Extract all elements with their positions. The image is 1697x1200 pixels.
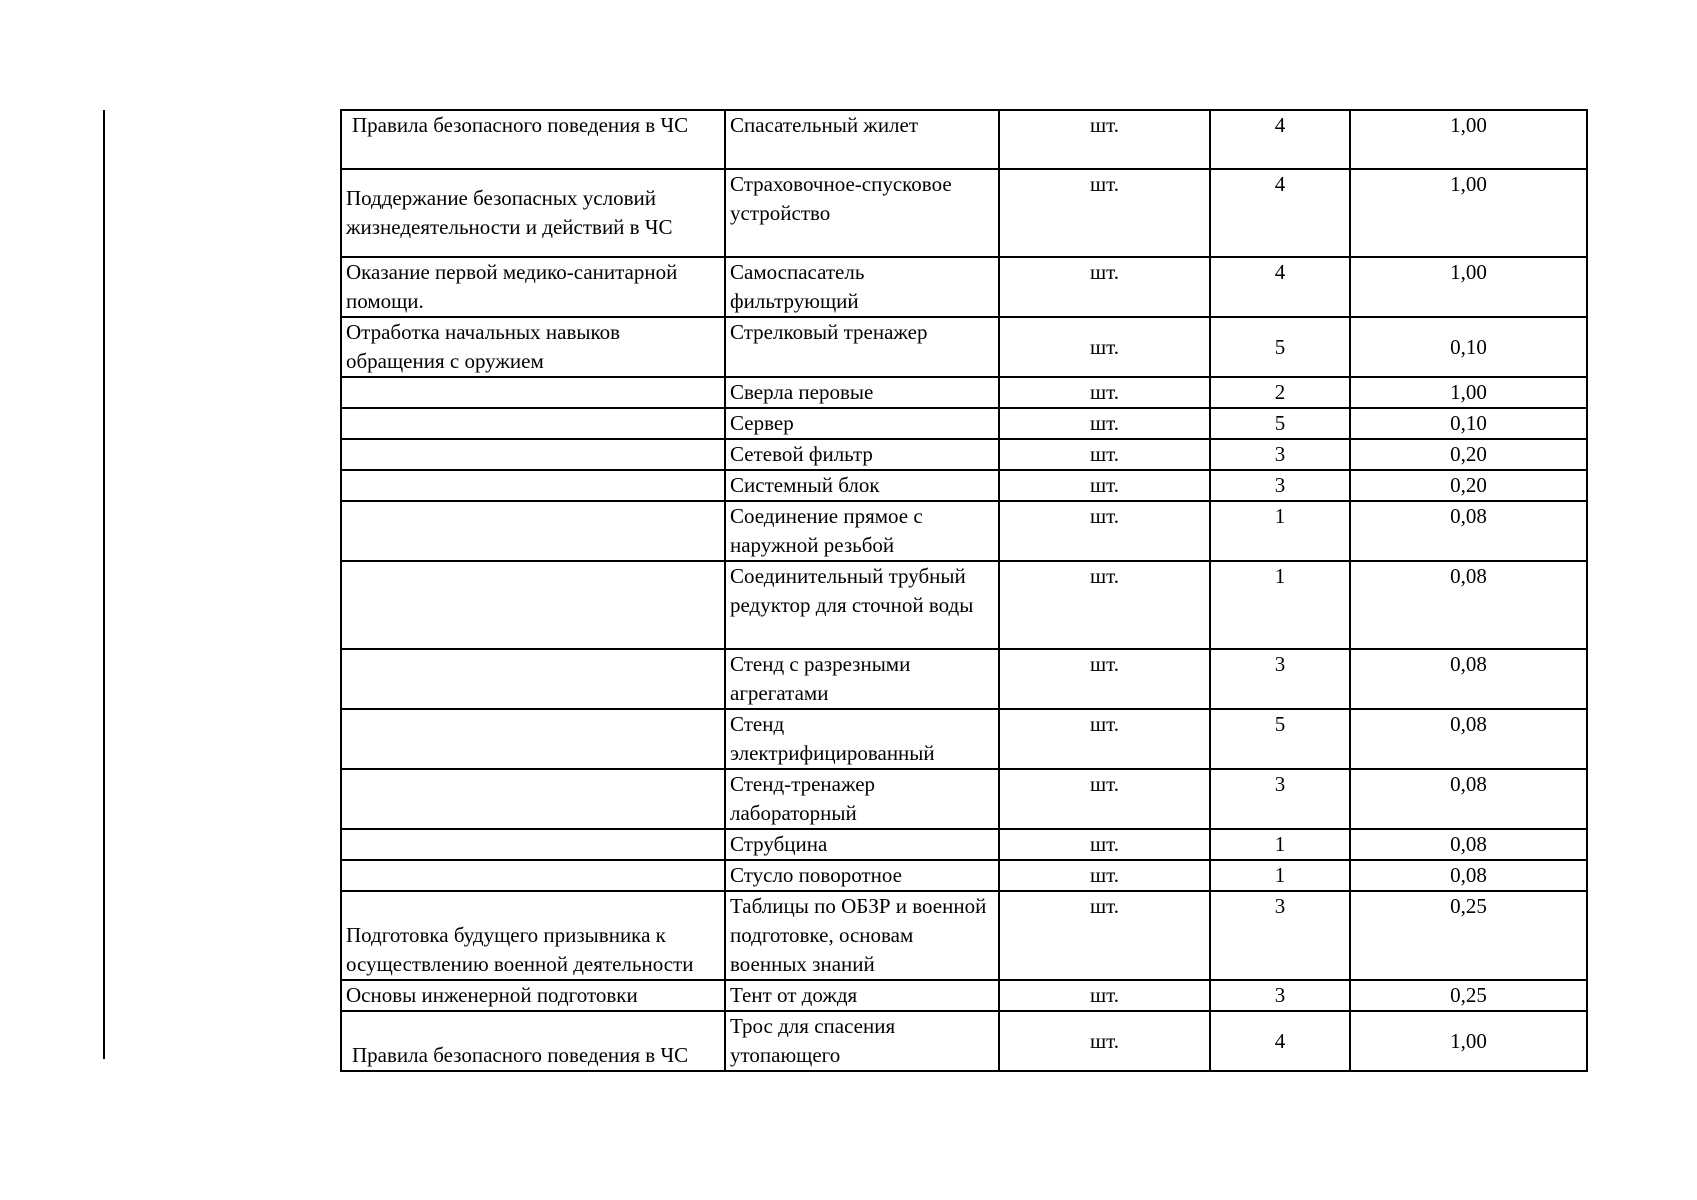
unit-cell: шт.: [999, 980, 1210, 1011]
coef-cell: 1,00: [1350, 257, 1587, 317]
table-row: [341, 860, 1587, 891]
topic-cell: [341, 709, 725, 769]
qty-cell: 2: [1210, 377, 1350, 408]
qty-cell: 1: [1210, 561, 1350, 649]
qty-cell: 5: [1210, 709, 1350, 769]
item-cell: Трос для спасения утопающего: [725, 1011, 999, 1071]
item-cell: Стрелковый тренажер: [725, 317, 999, 377]
topic-cell: [341, 649, 725, 709]
table-row: [341, 769, 1587, 829]
unit-cell: шт.: [999, 439, 1210, 470]
table-row: [341, 649, 1587, 709]
unit-cell: шт.: [999, 1011, 1210, 1071]
unit-cell: шт.: [999, 317, 1210, 377]
item-cell: Соединение прямое с наружной резьбой: [725, 501, 999, 561]
table-row: [341, 501, 1587, 561]
topic-cell: [341, 439, 725, 470]
item-cell: Стенд электрифицированный: [725, 709, 999, 769]
table-row: [341, 408, 1587, 439]
coef-cell: 0,08: [1350, 561, 1587, 649]
equipment-table: [340, 109, 1588, 1072]
qty-cell: 3: [1210, 649, 1350, 709]
coef-cell: 1,00: [1350, 377, 1587, 408]
topic-cell: Правила безопасного поведения в ЧС: [341, 1011, 725, 1071]
qty-cell: 4: [1210, 169, 1350, 257]
item-cell: Спасательный жилет: [725, 110, 999, 169]
topic-cell: [341, 829, 725, 860]
qty-cell: 4: [1210, 110, 1350, 169]
unit-cell: шт.: [999, 470, 1210, 501]
qty-cell: 3: [1210, 980, 1350, 1011]
qty-cell: 4: [1210, 257, 1350, 317]
table-row: [341, 110, 1587, 169]
item-cell: Соединительный трубный редуктор для сточной воды: [725, 561, 999, 649]
item-cell: Сервер: [725, 408, 999, 439]
item-cell: Страховочное-спусковое устройство: [725, 169, 999, 257]
topic-cell: Поддержание безопасных условий жизнедеятельности и действий в ЧС: [341, 169, 725, 257]
table-row: [341, 439, 1587, 470]
topic-cell: Основы инженерной подготовки: [341, 980, 725, 1011]
coef-cell: 0,10: [1350, 408, 1587, 439]
qty-cell: 3: [1210, 769, 1350, 829]
unit-cell: шт.: [999, 860, 1210, 891]
item-cell: Стусло поворотное: [725, 860, 999, 891]
table-row: [341, 829, 1587, 860]
item-cell: Таблицы по ОБЗР и военной подготовке, основам военных знаний: [725, 891, 999, 980]
qty-cell: 3: [1210, 891, 1350, 980]
coef-cell: 0,25: [1350, 891, 1587, 980]
coef-cell: 0,08: [1350, 501, 1587, 561]
unit-cell: шт.: [999, 829, 1210, 860]
item-cell: Сетевой фильтр: [725, 439, 999, 470]
qty-cell: 5: [1210, 317, 1350, 377]
table-row: [341, 891, 1587, 980]
topic-cell: [341, 561, 725, 649]
qty-cell: 1: [1210, 501, 1350, 561]
topic-cell: [341, 470, 725, 501]
table-row: [341, 709, 1587, 769]
table-row: [341, 561, 1587, 649]
table-row: [341, 377, 1587, 408]
topic-cell: [341, 501, 725, 561]
coef-cell: 0,08: [1350, 709, 1587, 769]
qty-cell: 3: [1210, 470, 1350, 501]
coef-cell: 0,20: [1350, 470, 1587, 501]
item-cell: Стенд с разрезными агрегатами: [725, 649, 999, 709]
topic-cell: Правила безопасного поведения в ЧС: [341, 110, 725, 169]
coef-cell: 1,00: [1350, 110, 1587, 169]
topic-cell: [341, 408, 725, 439]
table-row: [341, 1011, 1587, 1071]
topic-cell: Оказание первой медико-санитарной помощи.: [341, 257, 725, 317]
unit-cell: шт.: [999, 891, 1210, 980]
table-row: [341, 980, 1587, 1011]
topic-cell: Подготовка будущего призывника к осуществлению военной деятельности: [341, 891, 725, 980]
coef-cell: 0,20: [1350, 439, 1587, 470]
unit-cell: шт.: [999, 709, 1210, 769]
item-cell: Самоспасатель фильтрующий: [725, 257, 999, 317]
coef-cell: 0,08: [1350, 860, 1587, 891]
item-cell: Тент от дождя: [725, 980, 999, 1011]
coef-cell: 0,08: [1350, 769, 1587, 829]
unit-cell: шт.: [999, 408, 1210, 439]
unit-cell: шт.: [999, 649, 1210, 709]
topic-cell: [341, 377, 725, 408]
topic-cell: Отработка начальных навыков обращения с оружием: [341, 317, 725, 377]
qty-cell: 1: [1210, 829, 1350, 860]
topic-cell: [341, 860, 725, 891]
unit-cell: шт.: [999, 110, 1210, 169]
qty-cell: 3: [1210, 439, 1350, 470]
coef-cell: 1,00: [1350, 1011, 1587, 1071]
table-row: [341, 169, 1587, 257]
page-margin-line: [103, 110, 105, 1059]
qty-cell: 1: [1210, 860, 1350, 891]
coef-cell: 0,08: [1350, 829, 1587, 860]
coef-cell: 0,25: [1350, 980, 1587, 1011]
table-row: [341, 470, 1587, 501]
table-row: [341, 317, 1587, 377]
unit-cell: шт.: [999, 561, 1210, 649]
topic-cell: [341, 769, 725, 829]
unit-cell: шт.: [999, 257, 1210, 317]
item-cell: Сверла перовые: [725, 377, 999, 408]
unit-cell: шт.: [999, 169, 1210, 257]
qty-cell: 4: [1210, 1011, 1350, 1071]
unit-cell: шт.: [999, 769, 1210, 829]
unit-cell: шт.: [999, 377, 1210, 408]
table-row: [341, 257, 1587, 317]
item-cell: Стенд-тренажер лабораторный: [725, 769, 999, 829]
coef-cell: 1,00: [1350, 169, 1587, 257]
qty-cell: 5: [1210, 408, 1350, 439]
coef-cell: 0,10: [1350, 317, 1587, 377]
unit-cell: шт.: [999, 501, 1210, 561]
coef-cell: 0,08: [1350, 649, 1587, 709]
item-cell: Струбцина: [725, 829, 999, 860]
item-cell: Системный блок: [725, 470, 999, 501]
